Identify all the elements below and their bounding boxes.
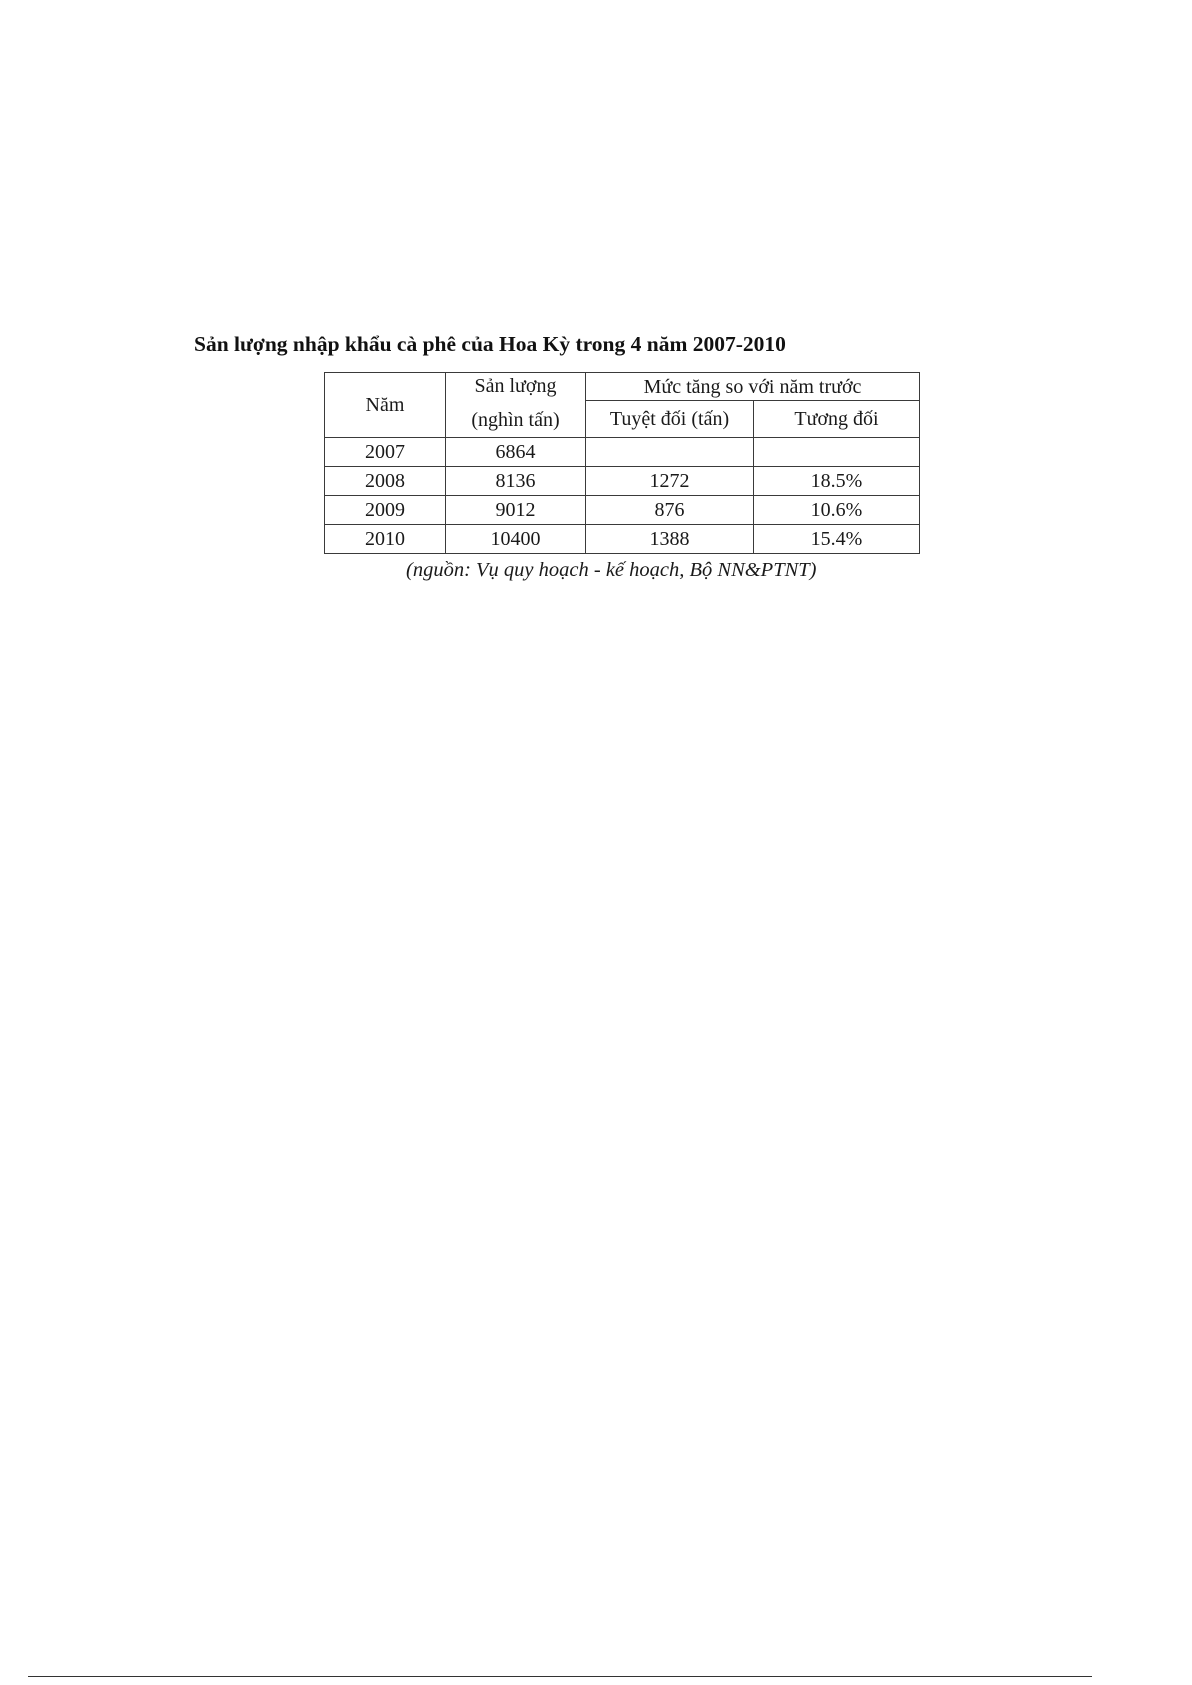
cell-output: 8136 <box>446 467 586 496</box>
table-row <box>325 496 920 525</box>
cell-absolute: 876 <box>586 496 754 525</box>
coffee-import-table <box>324 372 920 554</box>
cell-relative: 15.4% <box>754 525 920 554</box>
cell-year: 2009 <box>325 496 446 525</box>
cell-output: 6864 <box>446 438 586 467</box>
cell-year: 2008 <box>325 467 446 496</box>
cell-absolute: 1388 <box>586 525 754 554</box>
cell-absolute: 1272 <box>586 467 754 496</box>
cell-year: 2010 <box>325 525 446 554</box>
page-footer-rule <box>28 1676 1092 1677</box>
table-header-row <box>325 373 920 401</box>
header-growth-group: Mức tăng so với năm trước <box>586 373 920 401</box>
header-output-line2: (nghìn tấn) <box>471 409 560 431</box>
header-absolute: Tuyệt đối (tấn) <box>586 401 754 438</box>
header-year: Năm <box>325 373 446 438</box>
cell-absolute <box>586 438 754 467</box>
source-note: (nguồn: Vụ quy hoạch - kế hoạch, Bộ NN&PTNT) <box>406 559 817 581</box>
header-output-line1: Sản lượng <box>474 375 557 397</box>
cell-year: 2007 <box>325 438 446 467</box>
cell-relative: 10.6% <box>754 496 920 525</box>
cell-output: 9012 <box>446 496 586 525</box>
cell-relative: 18.5% <box>754 467 920 496</box>
cell-relative <box>754 438 920 467</box>
header-relative: Tương đối <box>754 401 920 438</box>
cell-output: 10400 <box>446 525 586 554</box>
table-row <box>325 525 920 554</box>
table-row <box>325 467 920 496</box>
document-title: Sản lượng nhập khẩu cà phê của Hoa Kỳ trong 4 năm 2007-2010 <box>194 332 786 356</box>
table-row <box>325 438 920 467</box>
header-output <box>446 373 586 438</box>
